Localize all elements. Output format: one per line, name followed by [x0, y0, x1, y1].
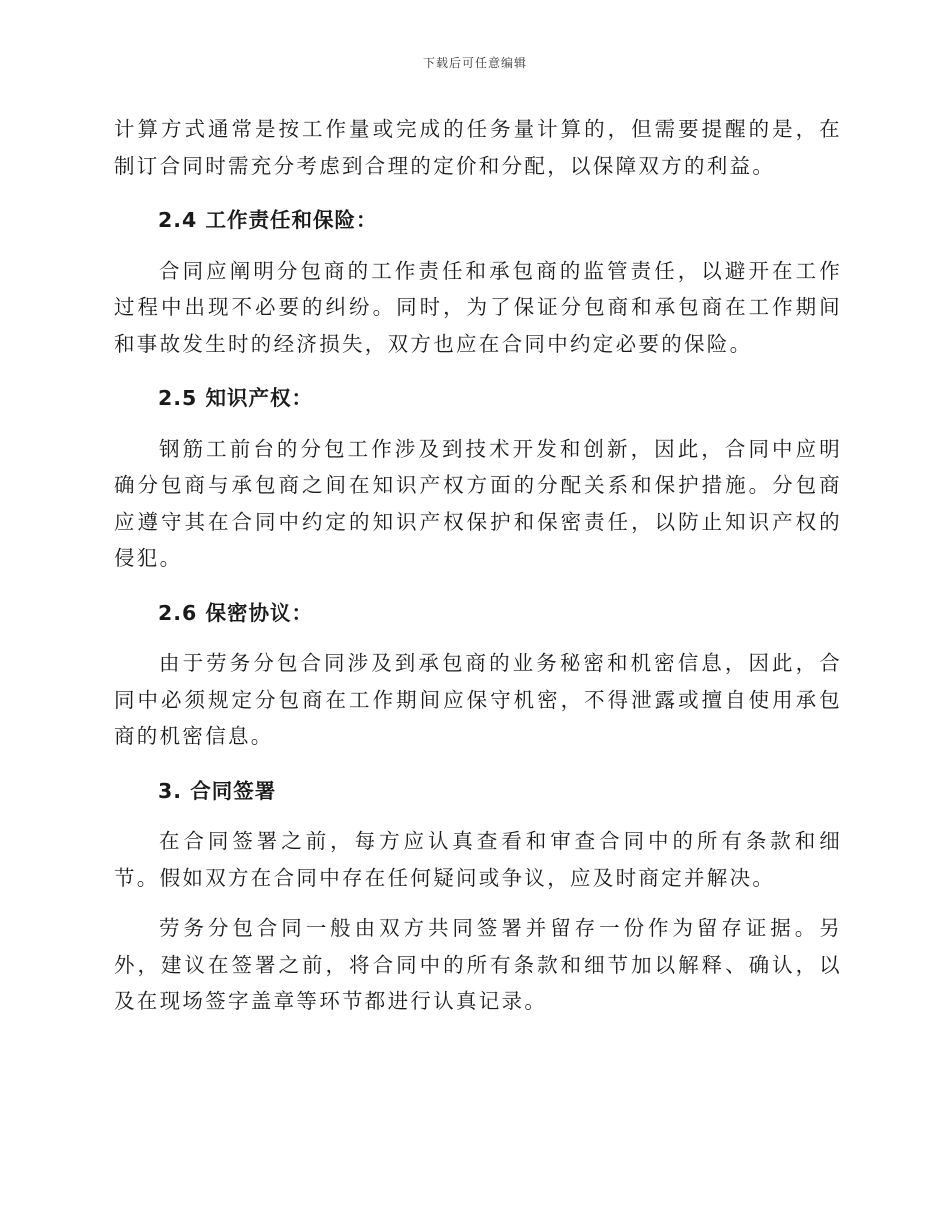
- section-3-paragraph-1: 在合同签署之前，每方应认真查看和审查合同中的所有条款和细节。假如双方在合同中存在任何疑问或争议，应及时商定并解决。: [114, 829, 842, 890]
- section-3-heading: 3. 合同签署: [158, 778, 277, 803]
- section-3-paragraph-2: 劳务分包合同一般由双方共同签署并留存一份作为留存证据。另外，建议在签署之前，将合同中的所有条款和细节加以解释、确认，以及在现场签字盖章等环节都进行认真记录。: [114, 916, 842, 1013]
- document-body: [114, 111, 842, 1020]
- section-2-6-paragraph: 由于劳务分包合同涉及到承包商的业务秘密和机密信息，因此，合同中必须规定分包商在工作期间应保守机密，不得泄露或擅自使用承包商的机密信息。: [114, 651, 842, 748]
- section-2-4-heading: 2.4 工作责任和保险：: [158, 208, 378, 232]
- section-2-4-paragraph: 合同应阐明分包商的工作责任和承包商的监管责任，以避开在工作过程中出现不必要的纠纷。同时，为了保证分包商和承包商在工作期间和事故发生时的经济损失，双方也应在合同中约定必要的保险。: [114, 258, 842, 356]
- page-header: 下载后可任意编辑: [422, 56, 527, 70]
- section-2-6-heading: 2.6 保密协议：: [158, 600, 313, 625]
- intro-paragraph: 计算方式通常是按工作量或完成的任务量计算的，但需要提醒的是，在制订合同时需充分考虑到合理的定价和分配，以保障双方的利益。: [114, 117, 842, 178]
- section-2-5-heading: 2.5 知识产权：: [158, 386, 313, 410]
- section-2-5-paragraph: 钢筋工前台的分包工作涉及到技术开发和创新，因此，合同中应明确分包商与承包商之间在知识产权方面的分配关系和保护措施。分包商应遵守其在合同中约定的知识产权保护和保密责任，以防止知识产权的侵犯。: [114, 436, 842, 570]
